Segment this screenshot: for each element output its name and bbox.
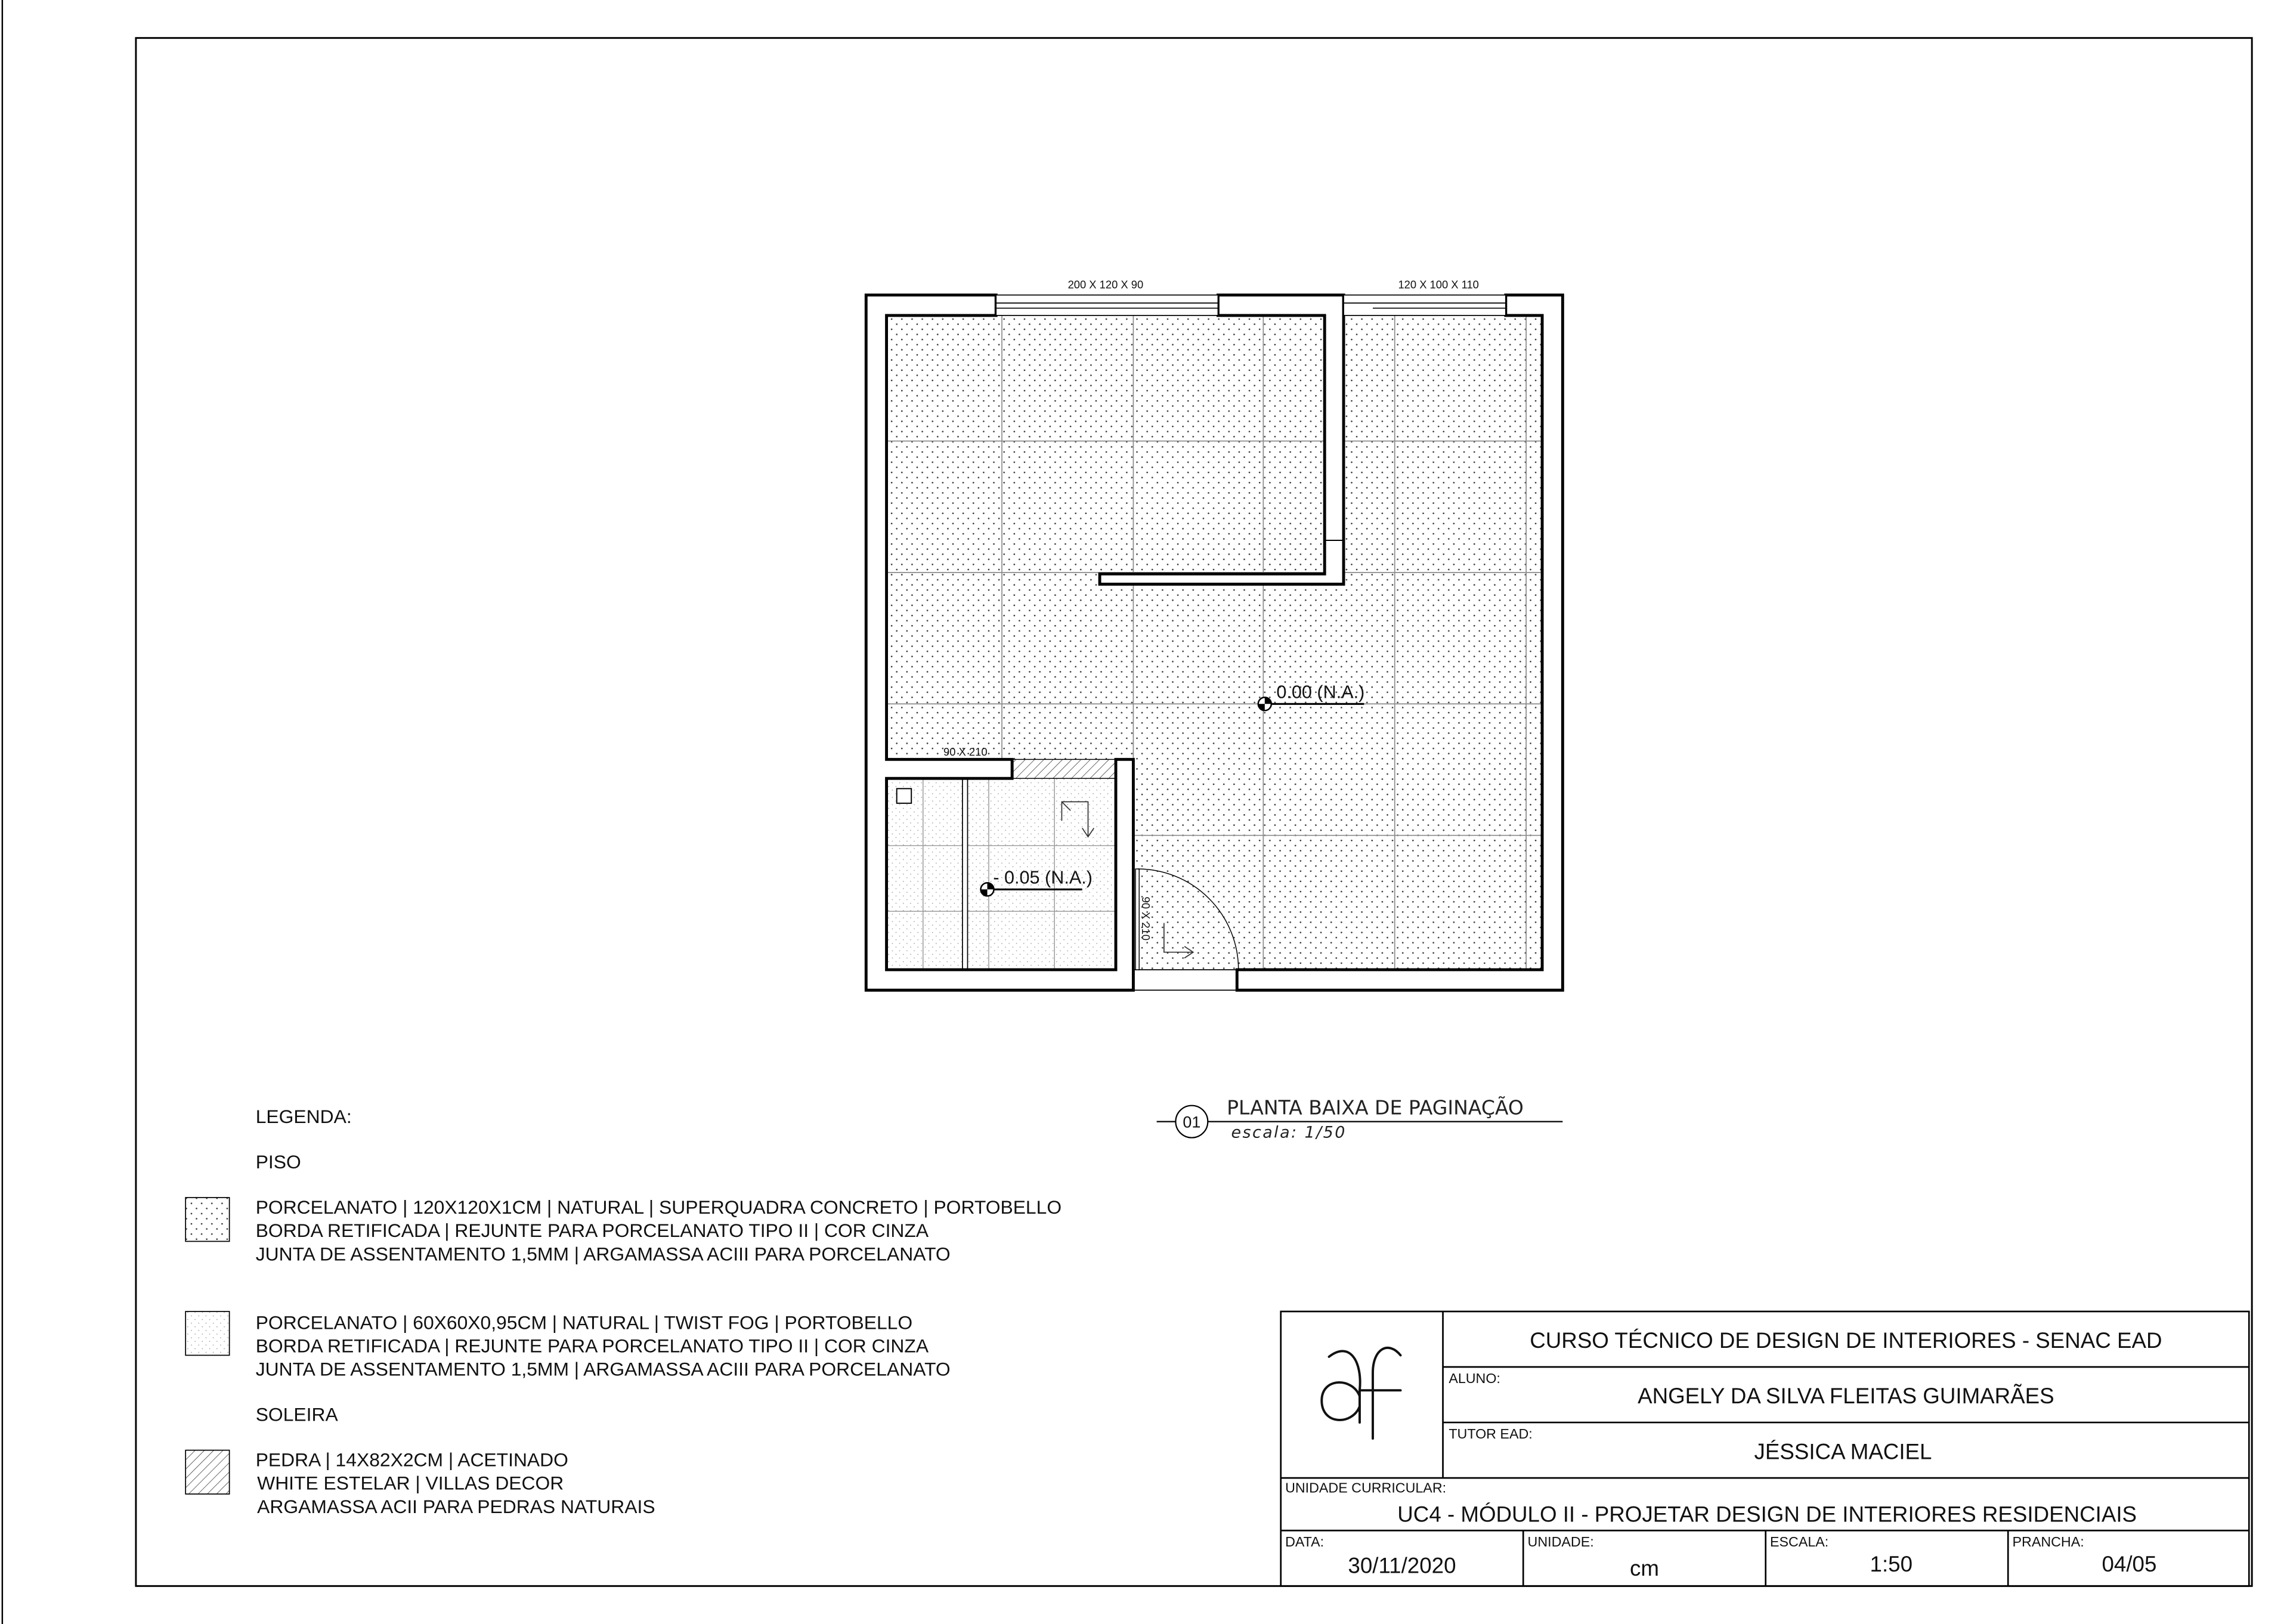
door-leaf [1135, 869, 1139, 970]
threshold-stone [1012, 759, 1116, 778]
drawing-scale-text: escala: 1/50 [1231, 1123, 1347, 1142]
window-2 [1344, 279, 1506, 315]
date-value: 30/11/2020 [1348, 1553, 1456, 1578]
drawing-title-text: PLANTA BAIXA DE PAGINAÇÃO [1227, 1096, 1524, 1119]
legend [185, 1106, 1062, 1517]
legend-item-line: JUNTA DE ASSENTAMENTO 1,5MM | ARGAMASSA ACIII PARA PORCELANATO [255, 1243, 951, 1265]
measure-unit-value: cm [1629, 1556, 1659, 1581]
measure-unit-label: UNIDADE: [1527, 1534, 1594, 1550]
drawing-title [1157, 1096, 1563, 1142]
shower-glass-panel [963, 778, 968, 970]
legend-item-line: PORCELANATO | 120X120X1CM | NATURAL | SUPERQUADRA CONCRETO | PORTOBELLO [255, 1196, 1062, 1218]
legend-swatch-light-dots [185, 1311, 229, 1355]
bathroom-door-label: 90 X 210 [943, 746, 988, 759]
window-1-label: 200 X 120 X 90 [1067, 278, 1144, 291]
legend-item-line: WHITE ESTELAR | VILLAS DECOR [257, 1472, 564, 1494]
af-logo [1322, 1348, 1400, 1439]
student-name: ANGELY DA SILVA FLEITAS GUIMARÃES [1638, 1384, 2054, 1409]
window-frame [1344, 295, 1506, 315]
level-label-bathroom: - 0.05 (N.A.) [993, 867, 1093, 888]
shower-drain-icon [897, 788, 911, 803]
tutor-name: JÉSSICA MACIEL [1754, 1439, 1932, 1464]
legend-item-line: JUNTA DE ASSENTAMENTO 1,5MM | ARGAMASSA ACIII PARA PORCELANATO [255, 1358, 951, 1380]
level-label-main: 0.00 (N.A.) [1276, 682, 1365, 703]
window-2-label: 120 X 100 X 110 [1398, 278, 1479, 291]
window-1 [996, 279, 1218, 315]
title-block [1281, 1311, 2249, 1586]
legend-item-line: PORCELANATO | 60X60X0,95CM | NATURAL | TWIST FOG | PORTOBELLO [255, 1311, 913, 1334]
sheet-value: 04/05 [2102, 1551, 2157, 1576]
tutor-label: TUTOR EAD: [1449, 1426, 1533, 1442]
date-label: DATA: [1285, 1534, 1325, 1550]
entry-door-label: 90 X 210 [1140, 896, 1153, 941]
legend-swatch-hatch [185, 1450, 229, 1494]
floor-plan [866, 279, 1562, 991]
legend-threshold-title: SOLEIRA [255, 1403, 338, 1425]
window-frame [996, 295, 1218, 315]
legend-swatch-dense-dots [185, 1198, 229, 1241]
legend-item-line: BORDA RETIFICADA | REJUNTE PARA PORCELANATO TIPO II | COR CINZA [255, 1335, 929, 1357]
legend-item-line: PEDRA | 14X82X2CM | ACETINADO [255, 1449, 568, 1471]
legend-item-line: ARGAMASSA ACII PARA PEDRAS NATURAIS [257, 1495, 655, 1517]
curricular-unit-label: UNIDADE CURRICULAR: [1285, 1480, 1447, 1496]
scale-value: 1:50 [1870, 1551, 1913, 1576]
scale-label: ESCALA: [1770, 1534, 1829, 1550]
curricular-unit: UC4 - MÓDULO II - PROJETAR DESIGN DE INTERIORES RESIDENCIAIS [1397, 1502, 2137, 1527]
sheet-label: PRANCHA: [2012, 1534, 2084, 1550]
course-name: CURSO TÉCNICO DE DESIGN DE INTERIORES - SENAC EAD [1530, 1328, 2162, 1353]
drawing-number: 01 [1183, 1113, 1201, 1131]
student-label: ALUNO: [1449, 1370, 1500, 1386]
legend-floor-title: PISO [255, 1150, 301, 1173]
legend-item-line: BORDA RETIFICADA | REJUNTE PARA PORCELANATO TIPO II | COR CINZA [255, 1220, 929, 1242]
legend-heading: LEGENDA: [255, 1106, 352, 1128]
